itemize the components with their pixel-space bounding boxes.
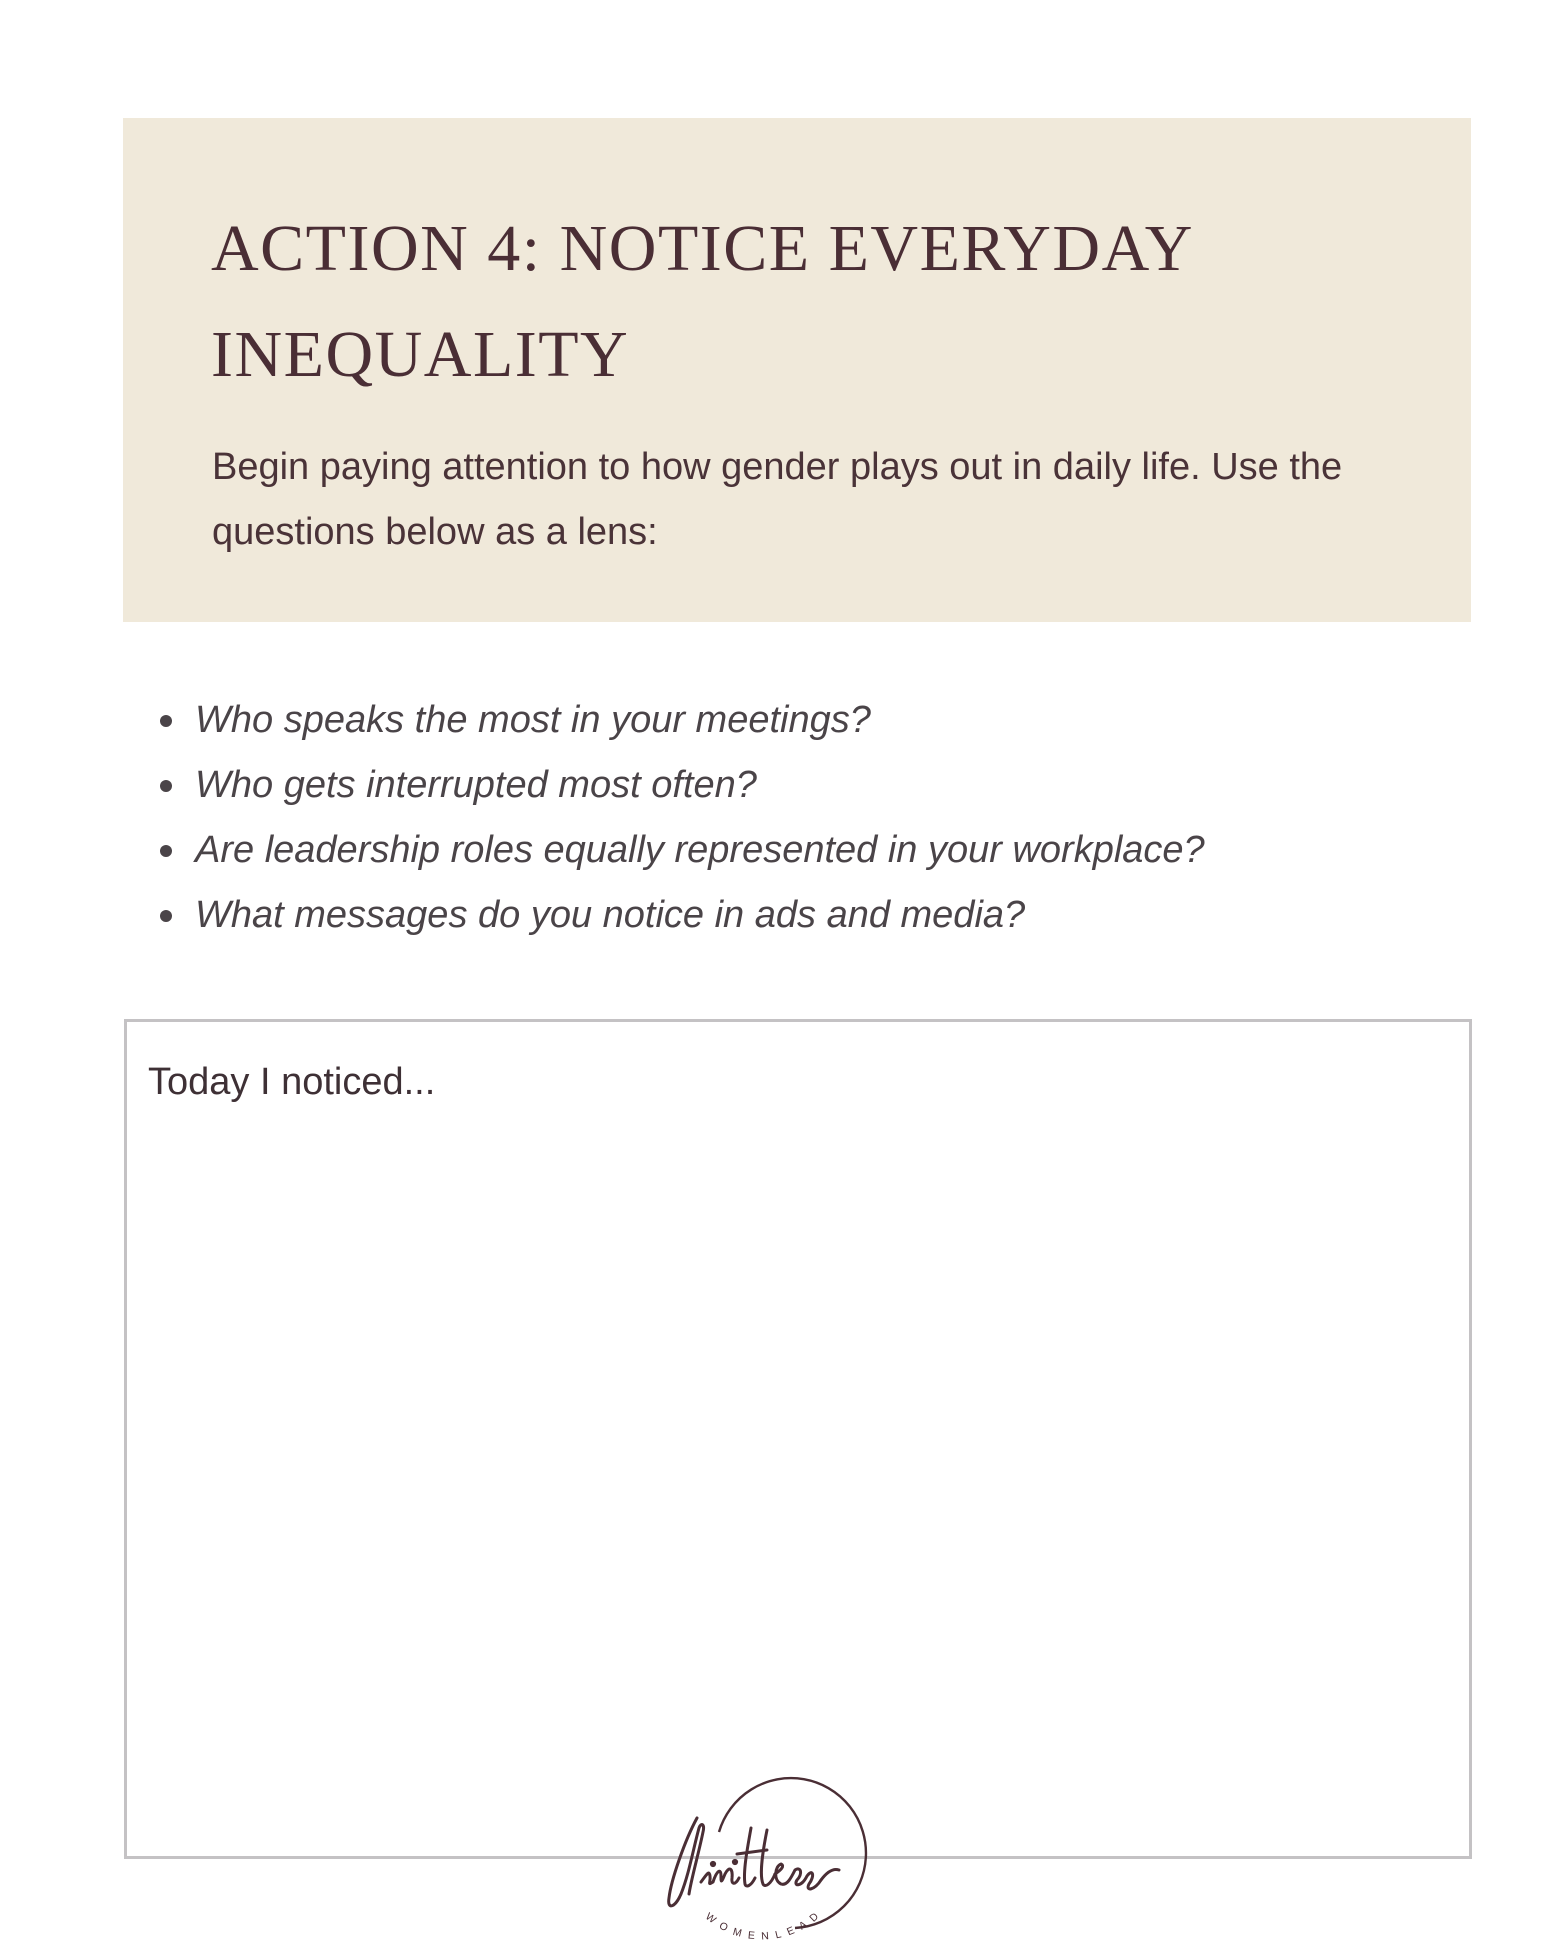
bullet-icon xyxy=(160,715,172,727)
notes-label: Today I noticed... xyxy=(148,1061,436,1103)
question-list xyxy=(155,688,1205,948)
bullet-icon xyxy=(160,910,172,922)
list-item xyxy=(155,883,1205,948)
page-title: ACTION 4: NOTICE EVERYDAY INEQUALITY xyxy=(211,212,1192,391)
svg-text:WOMENLEAD xyxy=(703,1906,826,1943)
notes-writing-area[interactable] xyxy=(124,1019,1472,1859)
question-text: Who gets interrupted most often? xyxy=(195,764,757,806)
list-item xyxy=(155,818,1205,883)
limitless-logo-icon xyxy=(655,1770,885,1950)
bullet-icon xyxy=(160,780,172,792)
bullet-icon xyxy=(160,845,172,857)
header-panel xyxy=(123,118,1471,622)
intro-text: Begin paying attention to how gender plays out in daily life. Use the questions below as a lens: xyxy=(212,446,1343,553)
list-item xyxy=(155,753,1205,818)
question-text: What messages do you notice in ads and media? xyxy=(195,894,1026,936)
question-text: Who speaks the most in your meetings? xyxy=(195,699,871,741)
list-item xyxy=(155,688,1205,753)
question-text: Are leadership roles equally represented in your workplace? xyxy=(195,829,1205,871)
logo-subtext: WOMENLEAD xyxy=(703,1905,827,1943)
